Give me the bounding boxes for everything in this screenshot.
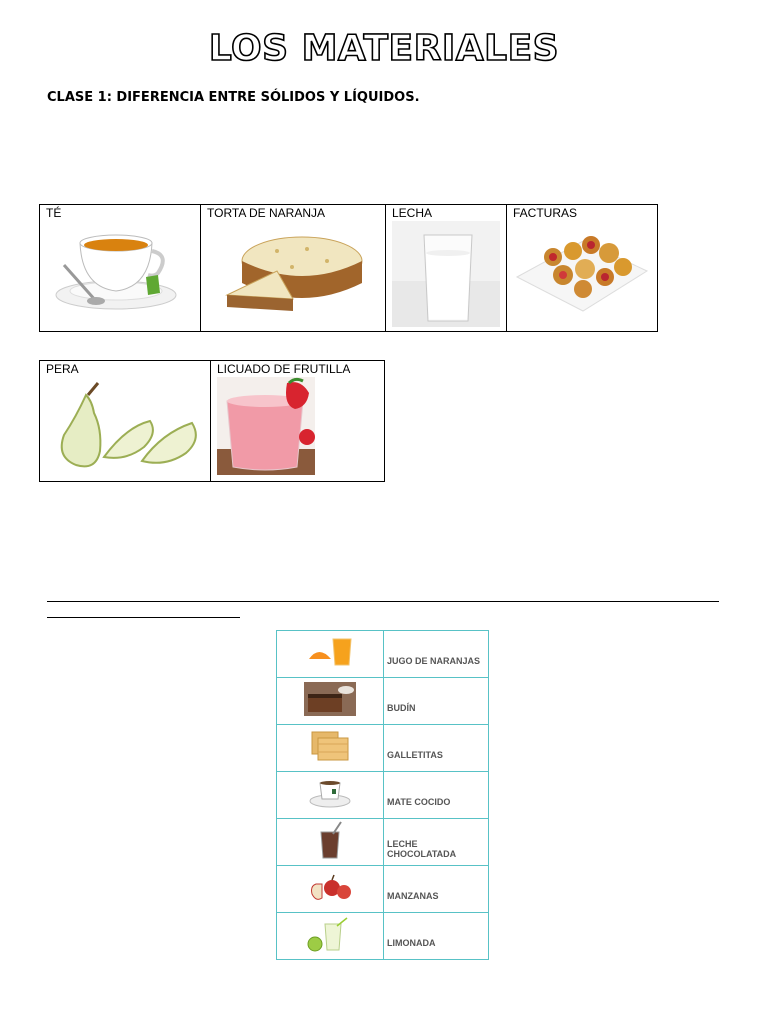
food-name: GALLETITAS [384, 725, 489, 772]
grid-cell-torta [201, 205, 386, 332]
picture-grid-2 [39, 360, 385, 482]
grid-cell-lecha [386, 205, 507, 332]
orange-juice-icon [305, 637, 355, 667]
grid-cell-label: TÉ [46, 206, 62, 220]
grid-cell-label: FACTURAS [513, 206, 578, 220]
lemonade-icon [303, 916, 357, 952]
food-name: BUDÍN [384, 678, 489, 725]
table-row [277, 866, 489, 913]
page-subtitle: CLASE 1: DIFERENCIA ENTRE SÓLIDOS Y LÍQUIDOS. [47, 90, 420, 105]
table-row [277, 678, 489, 725]
pastries-icon [513, 221, 651, 317]
writing-line [47, 601, 719, 602]
grid-cell-label: LECHA [392, 206, 433, 220]
food-icon-cell [277, 866, 384, 913]
food-name: JUGO DE NARANJAS [384, 631, 489, 678]
crackers-icon [308, 730, 352, 762]
foods-table [276, 630, 489, 960]
food-icon-cell [277, 631, 384, 678]
orange-cake-icon [207, 221, 367, 321]
writing-line [47, 617, 240, 618]
apples-icon [308, 872, 352, 902]
strawberry-smoothie-icon [217, 377, 315, 475]
food-icon-cell [277, 913, 384, 960]
grid-cell-licuado [211, 361, 385, 482]
mate-cup-icon [308, 777, 352, 809]
food-icon-cell [277, 678, 384, 725]
food-icon-cell [277, 725, 384, 772]
food-icon-cell [277, 819, 384, 866]
food-name: MANZANAS [384, 866, 489, 913]
food-name: MATE COCIDO [384, 772, 489, 819]
grid-cell-te [40, 205, 201, 332]
table-row [277, 725, 489, 772]
table-row [277, 631, 489, 678]
grid-cell-label: LICUADO DE FRUTILLA [217, 362, 351, 376]
table-row [277, 913, 489, 960]
picture-grid-1 [39, 204, 658, 332]
food-icon-cell [277, 772, 384, 819]
grid-cell-label: PERA [46, 362, 79, 376]
grid-cell-facturas [507, 205, 658, 332]
food-name: LIMONADA [384, 913, 489, 960]
grid-cell-label: TORTA DE NARANJA [207, 206, 326, 220]
table-row [277, 819, 489, 866]
tea-cup-icon [46, 221, 186, 321]
page-title: LOS MATERIALES [208, 28, 560, 69]
milk-glass-icon [392, 221, 500, 327]
food-name: LECHE CHOCOLATADA [384, 819, 489, 866]
budin-icon [304, 682, 356, 716]
table-row [277, 772, 489, 819]
chocolate-milk-icon [315, 820, 345, 860]
pear-icon [46, 377, 201, 477]
grid-cell-pera [40, 361, 211, 482]
